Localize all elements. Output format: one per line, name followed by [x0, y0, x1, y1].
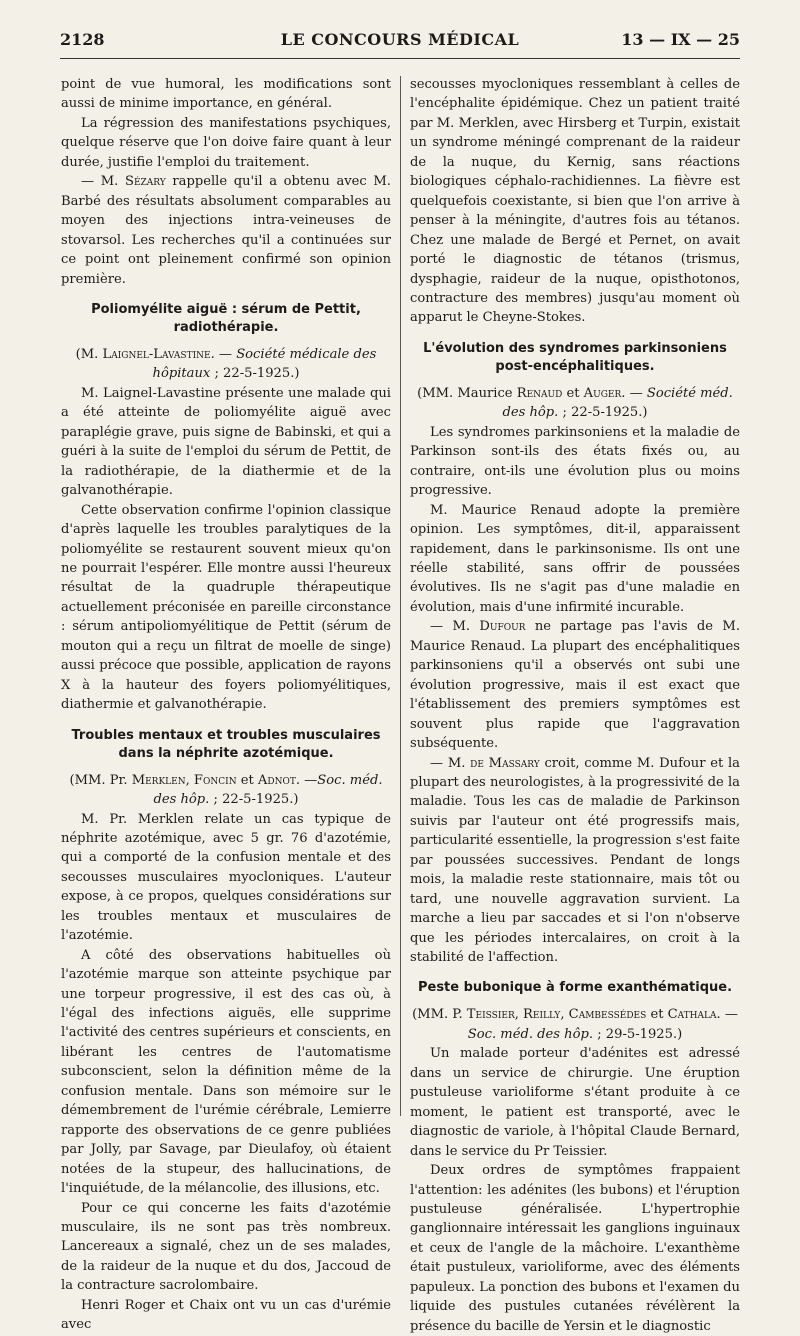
issue-date: 13 — IX — 25 [621, 30, 740, 49]
section-reference: (MM. Pr. Merklen, Foncin et Adnot. —Soc. méd. des hôp. ; 22-5-1925.) [69, 772, 383, 808]
section-heading: Poliomyélite aiguë : sérum de Pettit, radiothérapie. [91, 301, 361, 335]
paragraph: Deux ordres de symptômes frappaient l'attention: les adénites (les bubons) et l'éruption pustuleuse généralisée. L'hypertrophie ganglionnaire intéressait les ganglions inguinaux et ceux de l'angle de la mâchoire. L'exanthème était pustuleux, varioliforme, avec des éléments papuleux. La ponction des bubons et l'examen du liquide des pustules cutanées révélèrent la présence du bacille de Yersin et le diagnostic [410, 1163, 740, 1334]
paragraph: La régression des manifestations psychiques, quelque réserve que l'on doive faire quant à leur durée, justifie l'emploi du traitement. [61, 115, 391, 170]
paragraph: — M. Dufour ne partage pas l'avis de M. Maurice Renaud. La plupart des encéphalitiques parkinsoniens qu'il a observés ont subi une évolution progressive, mais il est exact que l'établissement des premiers symptômes est souvent plus rapide que l'aggravation subséquente. [410, 619, 740, 752]
right-column [410, 75, 740, 1336]
paragraph: Pour ce qui concerne les faits d'azotémie musculaire, ils ne sont pas très nombreux. Lancereaux a signalé, chez un de ses malades, de la raideur de la nuque et du dos, Jaccoud de la contracture sacrolombaire. [61, 1200, 391, 1294]
paragraph: M. Maurice Renaud adopte la première opinion. Les symptômes, dit-il, apparaissent rapidement, dans le parkinsonisme. Ils ont une réelle stabilité, sans offrir de poussées évolutives. Ils ne s'agit pas d'une maladie en évolution, mais d'une infirmité incurable. [410, 502, 740, 615]
section-heading: Troubles mentaux et troubles musculaires dans la néphrite azotémique. [71, 727, 381, 761]
left-column [61, 75, 391, 1335]
section-heading: L'évolution des syndromes parkinsoniens post-encéphalitiques. [423, 340, 727, 374]
header-rule [60, 58, 740, 59]
paragraph: — M. Sézary rappelle qu'il a obtenu avec M. Barbé des résultats absolument comparables au moyen des injections intra-veineuses de stovarsol. Les recherches qu'il a continuées sur ce point ont pleinement confirmé son opinion première. [61, 174, 391, 287]
paragraph: point de vue humoral, les modifications sont aussi de minime importance, en général. [61, 77, 391, 112]
paragraph: secousses myocloniques ressemblant à celles de l'encéphalite épidémique. Chez un patient traité par M. Merklen, avec Hirsberg et Turpin, existait un syndrome méningé comprenant de la raideur de la nuque, du Kernig, sans réactions biologiques céphalo-rachidiennes. La fièvre est quelquefois coexistante, si bien que l'on arrive à penser à la méningite, d'autres fois au tétanos. Chez une malade de Bergé et Pernet, on avait porté le diagnostic de tétanos (trismus, dysphagie, raideur de la nuque, opisthotonos, contracture des membres) jusqu'au moment où apparut le Cheyne-Stokes. [410, 77, 740, 326]
paragraph: M. Pr. Merklen relate un cas typique de néphrite azotémique, avec 5 gr. 76 d'azotémie, qui a comporté de la confusion mentale et des secousses musculaires myocloniques. L'auteur expose, à ce propos, quelques considérations sur les troubles mentaux et musculaires de l'azotémie. [61, 811, 391, 944]
author-name: Sézary [124, 174, 166, 190]
page-header [60, 30, 740, 56]
author-name: de Massary [470, 755, 540, 771]
journal-title: LE CONCOURS MÉDICAL [280, 30, 520, 49]
author-name: Dufour [479, 619, 526, 635]
page-number: 2128 [60, 30, 105, 49]
paragraph: Les syndromes parkinsoniens et la maladie de Parkinson sont-ils des états fixés ou, au contraire, ont-ils une évolution plus ou moins progressive. [410, 424, 740, 499]
section-reference: (MM. P. Teissier, Reilly, Cambessédes et Cathala. — Soc. méd. des hôp. ; 29-5-1925.) [412, 1007, 738, 1042]
paragraph: Cette observation confirme l'opinion classique d'après laquelle les troubles paralytiques de la poliomyélite se restaurent souvent mieux qu'on ne pourrait l'espérer. Elle montre aussi l'heureux résultat de la quadruple thérapeutique actuellement préconisée en pareille circonstance : sérum antipoliomyélitique de Pettit (sérum de mouton qui a reçu un filtrat de moelle de singe) aussi précoce que possible, application de rayons X à la hauteur des foyers poliomyélitiques, diathermie et galvanothérapie. [61, 502, 391, 713]
paragraph: Un malade porteur d'adénites est adressé dans un service de chirurgie. Une éruption pustuleuse varioliforme s'étant produite à ce moment, le patient est transporté, avec le diagnostic de variole, à l'hôpital Claude Bernard, dans le service du Pr Teissier. [410, 1046, 740, 1159]
section-reference: (MM. Maurice Renaud et Auger. — Société méd. des hôp. ; 22-5-1925.) [417, 385, 733, 421]
paragraph: A côté des observations habituelles où l'azotémie marque son atteinte psychique par une torpeur progressive, il est des cas où, à l'égal des infections aiguës, elle supprime l'activité des centres supérieurs et conscients, en libérant les centres de l'automatisme subconscient, selon la définition même de la confusion mentale. Dans son mémoire sur le démembrement de l'urémie cérébrale, Lemierre rapporte des observations de ce genre publiées par Jolly, par Savage, par Dieulafoy, où étaient notées de la stupeur, des hallucinations, de l'inquiétude, de la mélancolie, des illusions, etc. [61, 947, 391, 1197]
paragraph: Henri Roger et Chaix ont vu un cas d'urémie avec [61, 1297, 391, 1333]
paragraph: M. Laignel-Lavastine présente une malade qui a été atteinte de poliomyélite aiguë avec paraplégie grave, puis signe de Babinski, et qui a guéri à la suite de l'emploi du sérum de Pettit, de la radiothérapie, de la diathermie et de la galvanothérapie. [61, 385, 391, 499]
column-divider [400, 76, 401, 1116]
paragraph: — M. de Massary croit, comme M. Dufour et la plupart des neurologistes, à la progressivité de la maladie. Tous les cas de maladie de Parkinson suivis par l'auteur ont été progressifs mais, particularité essentielle, la progression s'est faite par poussées successives. Pendant de longs mois, la maladie reste stationnaire, mais tôt ou tard, une nouvelle aggravation survient. La marche a lieu par saccades et si l'on n'observe que les périodes intercalaires, on croit à la stabilité de l'affection. [410, 755, 740, 966]
section-reference: (M. Laignel-Lavastine. — Société médicale des hôpitaux ; 22-5-1925.) [75, 346, 377, 382]
section-heading: Peste bubonique à forme exanthématique. [417, 980, 733, 996]
